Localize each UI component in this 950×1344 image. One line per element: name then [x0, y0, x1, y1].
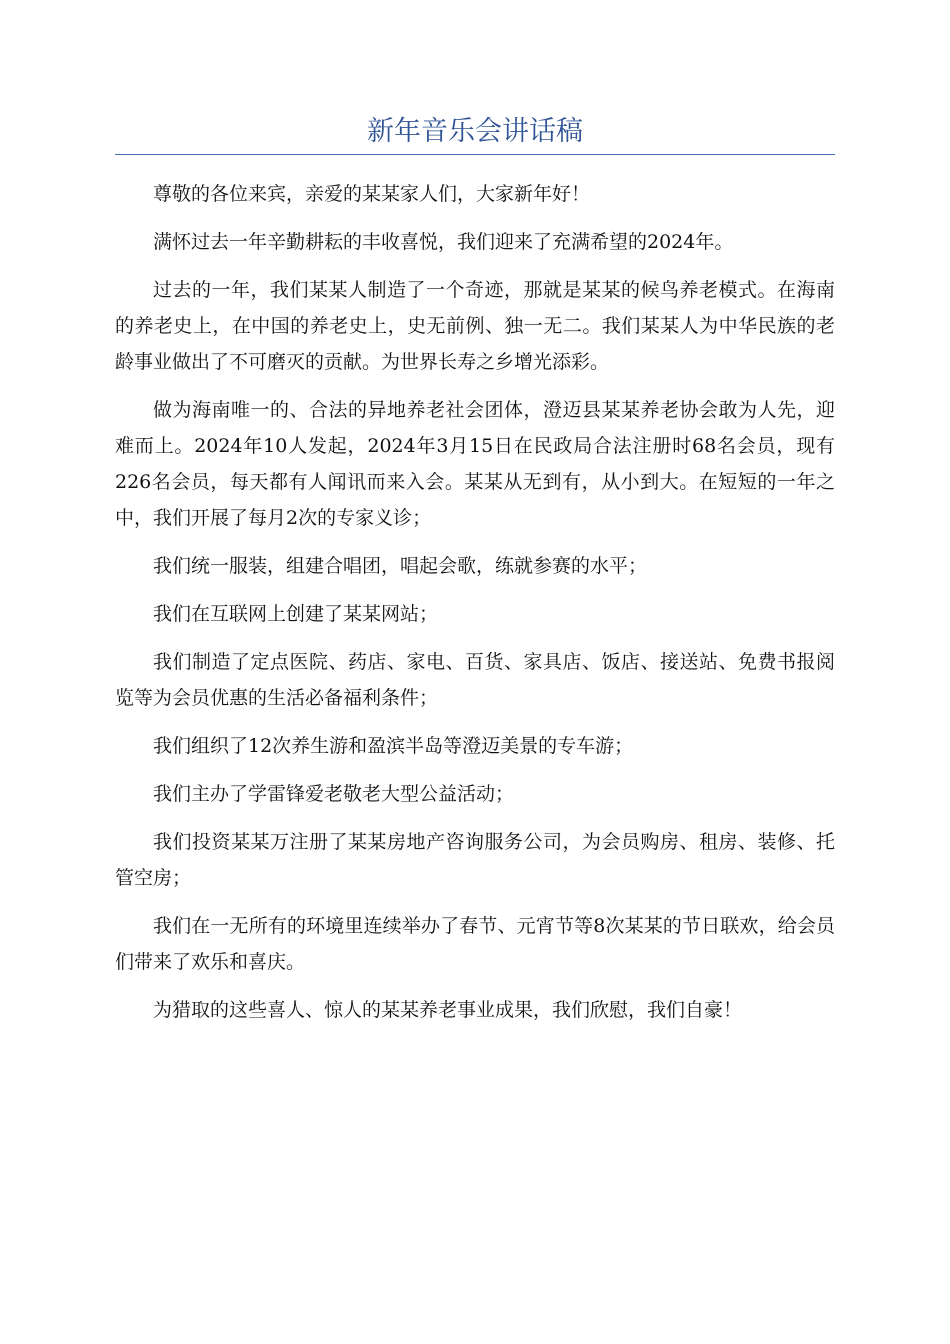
paragraph: 过去的一年，我们某某人制造了一个奇迹，那就是某某的候鸟养老模式。在海南的养老史上，在中国的养老史上，史无前例、独一无二。我们某某人为中华民族的老龄事业做出了不可磨灭的贡献。为世界长寿之乡增光添彩。: [115, 279, 835, 373]
paragraph: 我们在一无所有的环境里连续举办了春节、元宵节等8次某某的节日联欢，给会员们带来了欢乐和喜庆。: [115, 915, 835, 973]
paragraph: 我们在互联网上创建了某某网站；: [153, 603, 439, 625]
paragraph: 满怀过去一年辛勤耕耘的丰收喜悦，我们迎来了充满希望的2024年。: [153, 231, 734, 253]
paragraph: 我们主办了学雷锋爱老敬老大型公益活动；: [153, 783, 515, 805]
paragraph: 我们制造了定点医院、药店、家电、百货、家具店、饭店、接送站、免费书报阅览等为会员优惠的生活必备福利条件；: [115, 651, 835, 709]
paragraph: 为猎取的这些喜人、惊人的某某养老事业成果，我们欣慰，我们自豪！: [153, 999, 743, 1021]
document-body: [115, 176, 835, 1040]
title-underline: [115, 154, 835, 155]
document-title: 新年音乐会讲话稿: [367, 116, 583, 147]
paragraph: 尊敬的各位来宾，亲爱的某某家人们，大家新年好！: [153, 183, 591, 205]
paragraph: 我们统一服装，组建合唱团，唱起会歌，练就参赛的水平；: [153, 555, 648, 577]
paragraph: 做为海南唯一的、合法的异地养老社会团体，澄迈县某某养老协会敢为人先，迎难而上。2024年10人发起，2024年3月15日在民政局合法注册时68名会员，现有226名会员，每天都有人闻讯而来入会。某某从无到有，从小到大。在短短的一年之中，我们开展了每月2次的专家义诊；: [115, 399, 835, 529]
paragraph: 我们组织了12次养生游和盈滨半岛等澄迈美景的专车游；: [153, 735, 634, 757]
paragraph: 我们投资某某万注册了某某房地产咨询服务公司，为会员购房、租房、装修、托管空房；: [115, 831, 835, 889]
